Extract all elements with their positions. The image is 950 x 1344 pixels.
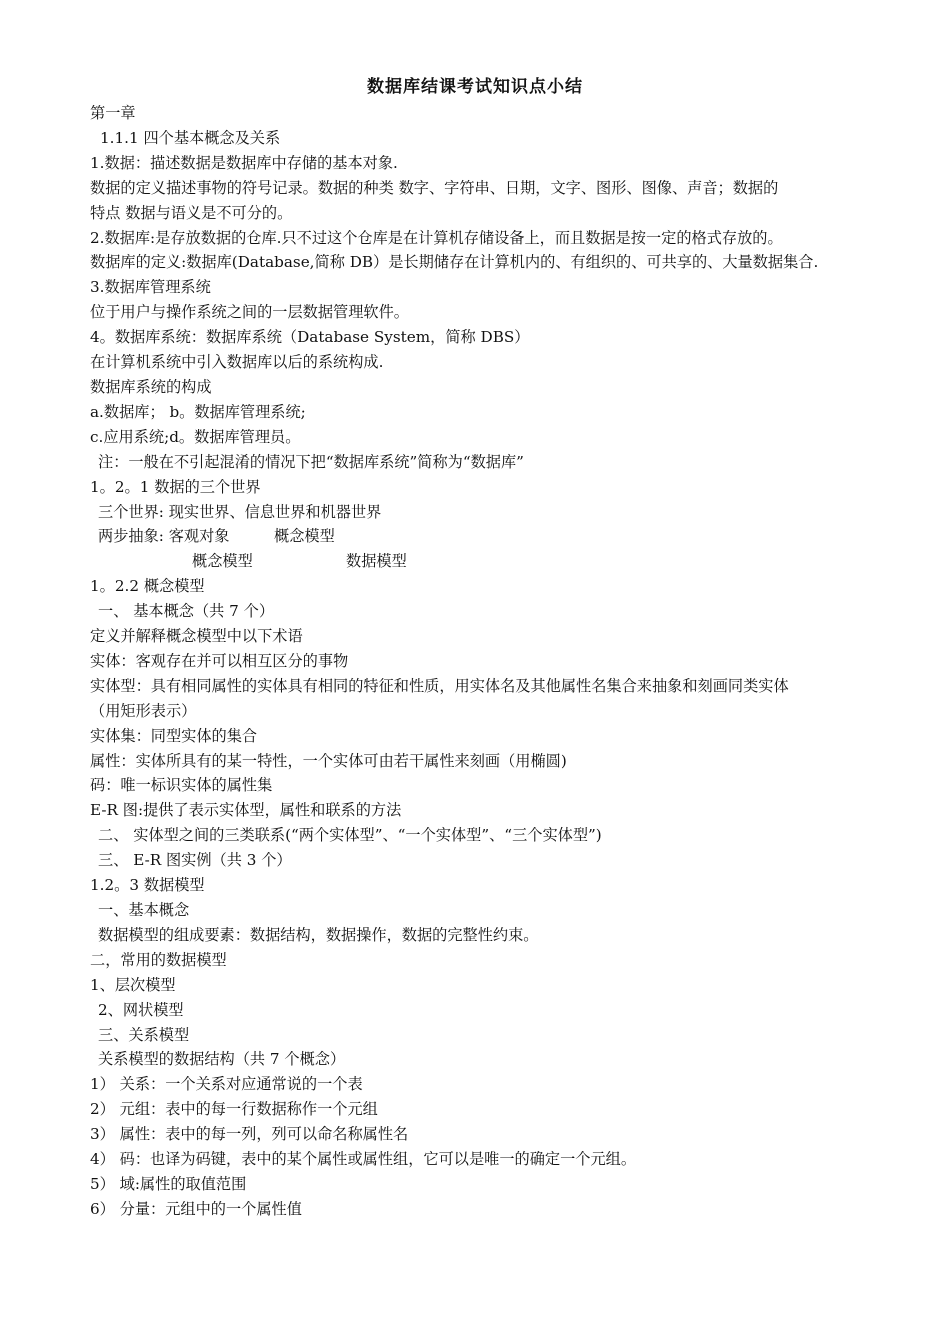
text-line: 数据库的定义:数据库(Database,简称 DB）是长期储存在计算机内的、有组织的、可共享的、大量数据集合.: [90, 253, 819, 272]
subsection-heading: 三、关系模型: [98, 1025, 190, 1044]
text-line: 三个世界: 现实世界、信息世界和机器世界: [98, 502, 382, 521]
text-line: 4。数据库系统：数据库系统（Database System，简称 DBS）: [90, 328, 530, 347]
text-line: 实体集：同型实体的集合: [90, 726, 258, 745]
subsection-heading: 三、 E-R 图实例（共 3 个）: [98, 851, 292, 870]
abstraction-right: 数据模型: [346, 552, 407, 571]
list-item: 1、层次模型: [90, 975, 176, 994]
subsection-heading: 二，常用的数据模型: [90, 950, 227, 969]
text-line: c.应用系统;d。数据库管理员。: [90, 427, 301, 446]
section-heading: 1.2。3 数据模型: [90, 876, 205, 895]
text-line: 位于用户与操作系统之间的一层数据管理软件。: [90, 303, 409, 322]
text-line: 属性：实体所具有的某一特性，一个实体可由若干属性来刻画（用椭圆): [90, 751, 567, 770]
text-line: 数据模型的组成要素：数据结构，数据操作，数据的完整性约束。: [98, 925, 539, 944]
list-item: 2） 元组：表中的每一行数据称作一个元组: [90, 1100, 378, 1119]
text-line: 定义并解释概念模型中以下术语: [90, 627, 303, 646]
list-item: 6） 分量：元组中的一个属性值: [90, 1199, 302, 1218]
text-line: a.数据库； b。数据库管理系统;: [90, 402, 306, 421]
chapter-heading: 第一章: [90, 104, 136, 122]
text-line: 实体：客观存在并可以相互区分的事物: [90, 651, 349, 670]
abstraction-row: [90, 524, 880, 549]
text-line: 3.数据库管理系统: [90, 278, 211, 297]
list-item: 2、网状模型: [98, 1000, 184, 1019]
subsection-heading: 一、基本概念: [98, 901, 190, 919]
list-item: 3） 属性：表中的每一列，列可以命名称属性名: [90, 1125, 409, 1144]
section-heading: 1.1.1 四个基本概念及关系: [100, 128, 281, 147]
section-heading: 1。2。1 数据的三个世界: [90, 477, 261, 496]
list-item: 5） 域:属性的取值范围: [90, 1174, 247, 1193]
abstraction-left: 两步抽象: 客观对象: [98, 527, 230, 546]
document-body: [90, 101, 880, 1222]
abstraction-left: 概念模型: [192, 552, 253, 571]
abstraction-right: 概念模型: [274, 527, 335, 546]
list-item: 1） 关系：一个关系对应通常说的一个表: [90, 1075, 363, 1094]
text-line: 关系模型的数据结构（共 7 个概念）: [98, 1050, 346, 1069]
section-heading: 1。2.2 概念模型: [90, 577, 205, 596]
subsection-heading: 二、 实体型之间的三类联系(“两个实体型”、“一个实体型”、“三个实体型”): [98, 826, 602, 845]
text-line: 实体型：具有相同属性的实体具有相同的特征和性质，用实体名及其他属性名集合来抽象和刻画同类实体: [90, 676, 789, 695]
note-line: 注：一般在不引起混淆的情况下把“数据库系统”简称为“数据库”: [98, 452, 524, 471]
text-line: E-R 图:提供了表示实体型，属性和联系的方法: [90, 801, 402, 820]
text-line: 特点 数据与语义是不可分的。: [90, 203, 293, 222]
text-line: （用矩形表示）: [90, 701, 197, 720]
text-line: 1.数据：描述数据是数据库中存储的基本对象.: [90, 153, 398, 172]
text-line: 2.数据库:是存放数据的仓库.只不过这个仓库是在计算机存储设备上，而且数据是按一定的格式存放的。: [90, 228, 783, 247]
abstraction-row: [90, 549, 880, 574]
text-line: 码：唯一标识实体的属性集: [90, 776, 273, 795]
subsection-heading: 一、 基本概念（共 7 个）: [98, 602, 275, 621]
text-line: 数据库系统的构成: [90, 377, 212, 396]
text-line: 数据的定义描述事物的符号记录。数据的种类 数字、字符串、日期，文字、图形、图像、声音；数据的: [90, 178, 779, 197]
document-title: 数据库结课考试知识点小结: [367, 77, 583, 97]
text-line: 在计算机系统中引入数据库以后的系统构成.: [90, 353, 384, 372]
list-item: 4） 码：也译为码键，表中的某个属性或属性组，它可以是唯一的确定一个元组。: [90, 1150, 637, 1169]
